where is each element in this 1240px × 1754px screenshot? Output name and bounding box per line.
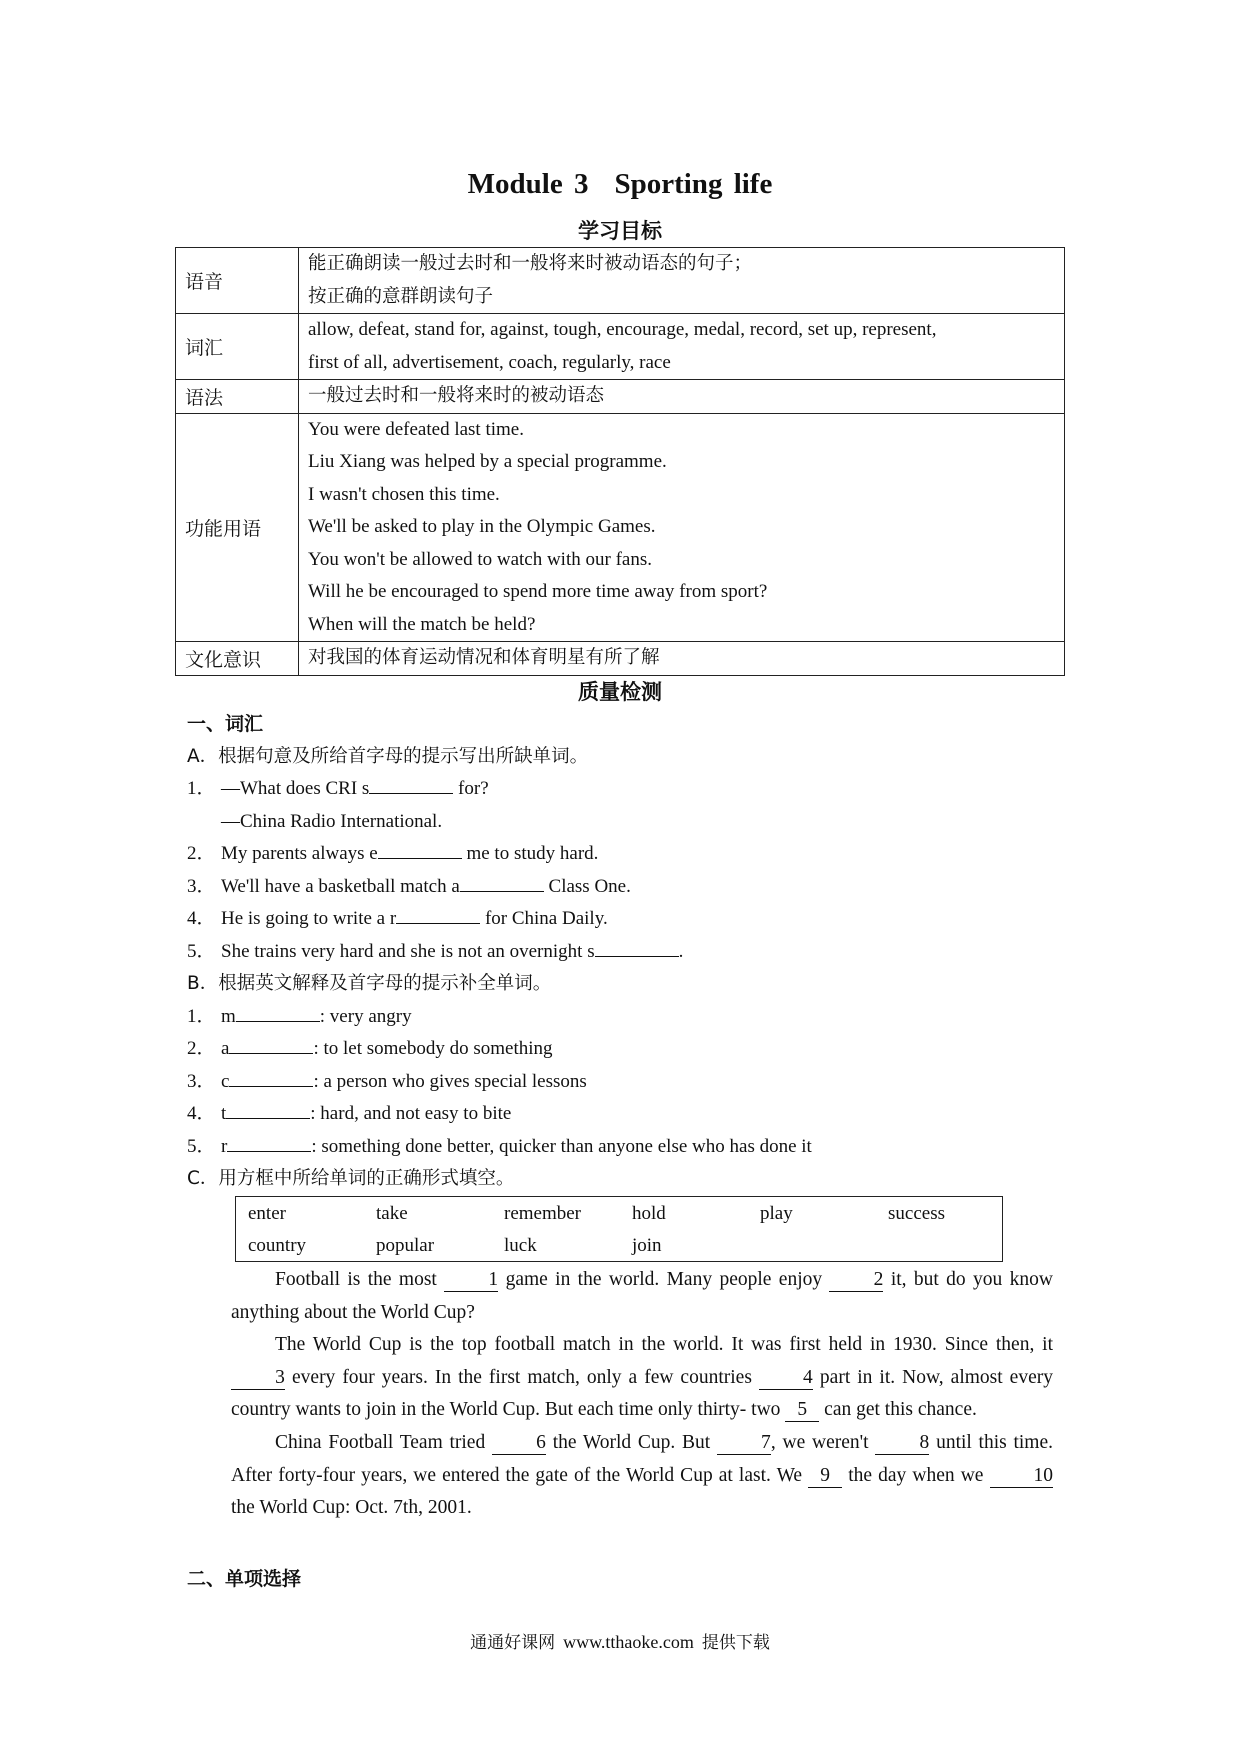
goals-line: I wasn't chosen this time. [308,483,500,505]
part-b-instruction: B．根据英文解释及首字母的提示补全单词。 [187,973,552,994]
question-text: : something done better, quicker than anyone else who has done it [311,1135,812,1157]
question-text: She trains very hard and she is not an overnight s [221,940,595,962]
passage-paragraph [231,1264,1053,1329]
word-bank-row [236,1230,1002,1262]
question-text: My parents always e [221,843,378,864]
cloze-blank[interactable]: 7 [717,1432,771,1455]
section-heading: 一、词汇 [187,713,264,735]
question-text: t [221,1103,227,1124]
quality-check-heading: 质量检测 [578,680,662,704]
question-item [187,871,812,904]
cloze-blank[interactable]: 2 [829,1269,883,1292]
question-text: for? [453,778,489,799]
goals-row-culture [176,642,1065,676]
question-number: 2． [187,1038,216,1059]
goals-content [299,380,1065,414]
goals-line: You won't be allowed to watch with our fans. [308,548,652,570]
question-item [187,773,812,806]
word-bank-row [236,1198,1002,1230]
goals-line: 一般过去时和一般将来时的被动语态 [308,385,605,406]
goals-line: allow, defeat, stand for, against, tough, encourage, medal, record, set up, represent, [308,319,937,340]
question-text: : to let somebody do something [313,1038,553,1059]
cloze-blank[interactable]: 4 [759,1367,813,1390]
question-text: : hard, and not easy to bite [310,1103,512,1124]
part-a-instruction: A．根据句意及所给首字母的提示写出所缺单词。 [187,745,589,767]
section-multiple-choice [187,1563,301,1596]
passage-text: The World Cup is the top football match in the world. It was first held in 1930. Since then, it [275,1334,1053,1356]
word-bank-word: enter [248,1203,286,1224]
question-item [187,1098,812,1131]
word-bank-word: success [888,1203,945,1224]
passage-text: Football is the most [275,1269,445,1290]
answer-blank[interactable] [229,1086,313,1087]
section-heading: 二、单项选择 [187,1568,302,1590]
word-bank-word: popular [376,1235,435,1256]
question-number: 3． [187,875,216,897]
answer-blank[interactable] [227,1151,311,1152]
question-item [187,838,812,871]
cloze-blank[interactable]: 9 [808,1465,842,1488]
answer-blank[interactable] [236,1021,320,1022]
answer-blank[interactable] [229,1053,313,1054]
question-number: 4． [187,908,216,929]
question-text: : very angry [319,1005,412,1027]
passage-text: the World Cup. But [545,1431,717,1453]
module-number: Module 3 [467,168,589,200]
page-title [0,166,1240,202]
word-bank-word: play [760,1203,793,1224]
passage-text: the day when we [842,1464,990,1486]
passage-text: every four years. In the first match, only a few countries [285,1366,759,1388]
question-text: . [678,940,684,962]
word-bank-word: join [632,1235,662,1256]
passage-text: game in the world. Many people enjoy [498,1269,830,1290]
goals-line: 按正确的意群朗读句子 [308,285,494,307]
cloze-blank[interactable]: 10 [990,1465,1054,1488]
word-bank-word: hold [632,1203,666,1224]
goals-label: 语音 [176,248,299,314]
goals-line: 能正确朗读一般过去时和一般将来时被动语态的句子； [308,253,753,274]
goals-content [299,413,1065,642]
passage-text: can get this chance. [819,1399,977,1421]
passage-paragraph [231,1329,1053,1427]
goals-label: 语法 [176,380,299,414]
passage-text: it, but do you know anything about the World Cup? [231,1269,1053,1323]
word-bank-box [235,1196,1003,1262]
cloze-passage [231,1264,1053,1525]
answer-blank[interactable] [595,956,679,957]
question-item [187,1131,812,1164]
passage-text: , we weren't [770,1431,876,1453]
goals-content [299,314,1065,380]
passage-text: part in it. Now, almost every country wants to join in the World Cup. But each time only thirty- two [231,1366,1053,1421]
page-footer [0,1630,1240,1655]
passage-text: until this time. After forty-four years, we entered the gate of the World Cup at last. We [231,1431,1054,1486]
question-text: m [221,1005,236,1027]
goals-label: 文化意识 [176,642,299,676]
question-text: Class One. [543,875,631,897]
passage-paragraph [231,1427,1053,1525]
question-number: 5． [187,940,216,962]
cloze-blank[interactable]: 5 [785,1399,819,1422]
answer-blank[interactable] [378,858,462,859]
question-number: 4． [187,1103,216,1124]
passage-text: the World Cup: Oct. 7th, 2001. [231,1497,472,1519]
cloze-blank[interactable]: 6 [492,1432,546,1455]
answer-blank[interactable] [369,793,453,794]
passage-text: China Football Team tried [275,1431,492,1453]
question-text: He is going to write a r [221,908,397,929]
footer-download-text: 提供下载 [701,1633,770,1653]
answer-blank[interactable] [396,923,480,924]
goals-row-functions [176,413,1065,642]
question-text: We'll have a basketball match a [221,875,460,897]
question-number: 5． [187,1135,216,1157]
question-text: r [221,1135,228,1157]
part-c-instruction: C．用方框中所给单词的正确形式填空。 [187,1168,515,1189]
cloze-blank[interactable]: 8 [875,1432,929,1455]
question-item [187,903,812,936]
question-number: 1． [187,1005,216,1027]
goals-label: 功能用语 [176,413,299,642]
goals-line: When will the match be held? [308,613,536,635]
goals-row-grammar [176,380,1065,414]
word-bank-word: luck [504,1235,537,1256]
goals-heading: 学习目标 [578,219,662,243]
question-text: —China Radio International. [221,810,443,832]
question-text: a [221,1038,230,1059]
word-bank-word: remember [504,1203,582,1224]
question-item [187,806,812,839]
question-text: —What does CRI s [221,778,370,799]
word-bank-word: take [376,1203,408,1224]
answer-blank[interactable] [460,891,544,892]
question-item [187,936,812,969]
question-number: 2． [187,843,216,864]
word-bank-word: country [248,1235,307,1256]
question-text: me to study hard. [461,843,599,864]
goals-content [299,642,1065,676]
question-number: 1． [187,778,216,799]
question-text: for China Daily. [480,908,608,929]
footer-url[interactable]: www.tthaoke.com [563,1632,694,1652]
question-item [187,1066,812,1099]
section-vocabulary [187,708,812,1196]
question-text: : a person who gives special lessons [313,1070,587,1092]
goals-line: You were defeated last time. [308,418,524,440]
goals-row-vocabulary [176,314,1065,380]
goals-line: first of all, advertisement, coach, regularly, race [308,351,671,373]
question-number: 3． [187,1070,216,1092]
footer-site-name: 通通好课网 [470,1633,556,1653]
question-text: c [221,1070,230,1092]
cloze-blank[interactable]: 3 [231,1367,285,1390]
goals-row-pronunciation [176,248,1065,314]
module-topic: Sporting life [614,168,773,200]
learning-goals-table [175,247,1065,676]
question-item [187,1033,812,1066]
goals-line: Liu Xiang was helped by a special programme. [308,451,667,472]
goals-label: 词汇 [176,314,299,380]
goals-line: 对我国的体育运动情况和体育明星有所了解 [308,647,660,668]
goals-line: We'll be asked to play in the Olympic Games. [308,516,656,537]
goals-content [299,248,1065,314]
cloze-blank[interactable]: 1 [444,1269,498,1292]
answer-blank[interactable] [226,1118,310,1119]
question-item [187,1001,812,1034]
goals-line: Will he be encouraged to spend more time away from sport? [308,581,768,602]
